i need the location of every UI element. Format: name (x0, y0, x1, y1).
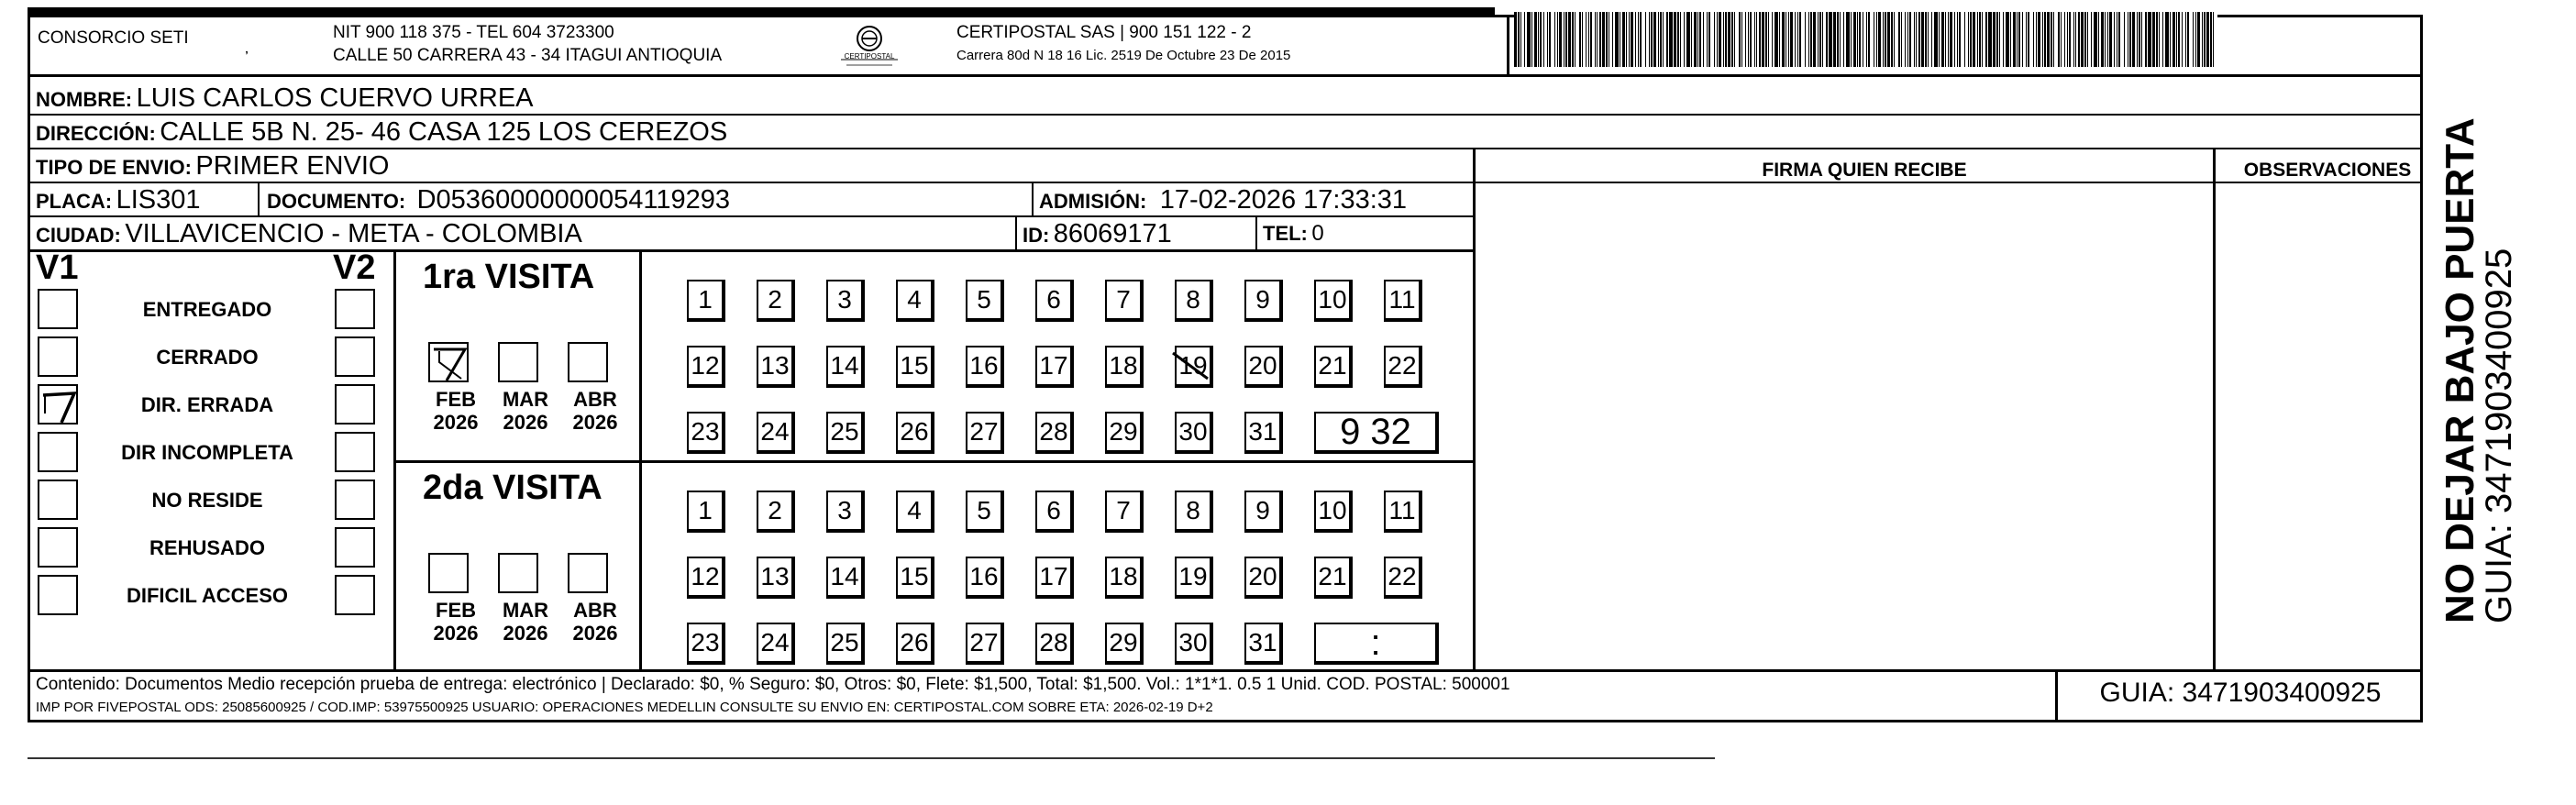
day-box-4[interactable]: 4 (896, 280, 934, 322)
placa-label: PLACA: (36, 190, 113, 213)
day-box-14[interactable]: 14 (826, 346, 865, 388)
guia-box: GUIA: 3471903400925 (2099, 678, 2382, 708)
month-name: MAR (502, 599, 549, 622)
month-checkbox-mar[interactable] (498, 342, 538, 382)
month-label (563, 388, 627, 434)
day-box-21[interactable]: 21 (1314, 557, 1353, 599)
documento-label: DOCUMENTO: (267, 190, 406, 213)
month-label (563, 599, 627, 645)
delivery-slip (28, 15, 2423, 722)
day-box-24[interactable]: 24 (757, 412, 795, 454)
status-option-label: REHUSADO (149, 536, 265, 559)
month-name: FEB (436, 388, 476, 411)
firma-label: FIRMA QUIEN RECIBE (1762, 160, 1967, 181)
checkmark-icon (430, 344, 470, 384)
tel-row (1263, 221, 1324, 247)
day-box-7[interactable]: 7 (1105, 280, 1144, 322)
rule (30, 114, 2420, 116)
day-box-7[interactable]: 7 (1105, 491, 1144, 533)
v1-checkbox[interactable] (38, 432, 78, 472)
day-box-20[interactable]: 20 (1244, 557, 1283, 599)
tipo-row (36, 151, 389, 182)
nit-line: NIT 900 118 375 - TEL 604 3723300 (333, 23, 614, 42)
day-box-18[interactable]: 18 (1105, 346, 1144, 388)
day-number: 19 (1178, 351, 1207, 380)
tel-label: TEL: (1263, 222, 1308, 245)
month-label (493, 388, 558, 434)
id-row (1023, 219, 1172, 249)
day-box-30[interactable]: 30 (1175, 412, 1213, 454)
rule (30, 215, 1475, 217)
day-box-20[interactable]: 20 (1244, 346, 1283, 388)
day-box-2[interactable]: 2 (757, 280, 795, 322)
day-box-27[interactable]: 27 (966, 623, 1004, 665)
company-info (956, 21, 1290, 67)
tipo-label: TIPO DE ENVIO: (36, 156, 192, 179)
observaciones-label: OBSERVACIONES (2243, 160, 2412, 181)
day-box-31[interactable]: 31 (1244, 412, 1283, 454)
day-box-17[interactable]: 17 (1035, 557, 1074, 599)
rule (30, 182, 2420, 183)
footer-rule (30, 669, 2420, 672)
day-box-23[interactable]: 23 (687, 623, 725, 665)
status-option-label: DIFICIL ACCESO (126, 584, 288, 607)
day-box-22[interactable]: 22 (1384, 346, 1422, 388)
month-label (424, 388, 488, 434)
nombre-label: NOMBRE: (36, 88, 133, 111)
day-box-14[interactable]: 14 (826, 557, 865, 599)
v2-checkbox[interactable] (335, 575, 375, 615)
placa-value: LIS301 (116, 185, 201, 215)
day-box-4[interactable]: 4 (896, 491, 934, 533)
imp-line: IMP POR FIVEPOSTAL ODS: 25085600925 / COD.IMP: 53975500925 USUARIO: OPERACIONES MEDELLIN CONSULTE SU ENVIO EN: CERTIPOSTAL.COM SOBRE ETA: 2026-02-19 D+2 (36, 700, 1213, 715)
day-box-26[interactable]: 26 (896, 412, 934, 454)
day-box-5[interactable]: 5 (966, 491, 1004, 533)
rule (258, 182, 260, 215)
rule (1032, 182, 1034, 215)
side-line-2: GUIA: 3471903400925 (2479, 248, 2519, 623)
sender-info (333, 21, 722, 67)
day-box-13[interactable]: 13 (757, 557, 795, 599)
day-box-1[interactable]: 1 (687, 280, 725, 322)
direccion-value: CALLE 5B N. 25- 46 CASA 125 LOS CEREZOS (160, 117, 728, 147)
status-option-label: DIR. ERRADA (140, 393, 274, 416)
ciudad-value: VILLAVICENCIO - META - COLOMBIA (125, 219, 582, 248)
day-box-16[interactable]: 16 (966, 346, 1004, 388)
visit-rule (393, 460, 1476, 463)
month-year: 2026 (433, 411, 479, 434)
admision-value: 17-02-2026 17:33:31 (1159, 185, 1408, 215)
id-label: ID: (1023, 224, 1050, 247)
direccion-label: DIRECCIÓN: (36, 122, 156, 145)
day-box-16[interactable]: 16 (966, 557, 1004, 599)
signature-area[interactable] (1476, 184, 2212, 670)
month-year: 2026 (572, 411, 618, 434)
contenido-line: Contenido: Documentos Medio recepción prueba de entrega: electrónico | Declarado: $0, % Seguro: $0, Otros: $0, Flete: $1,500, Total: $1,500. Vol.: 1*1*1. 0.5 1 Unid. COD. POSTAL: 500001 (36, 675, 1510, 694)
barcode (1514, 12, 2220, 67)
month-name: FEB (436, 599, 476, 622)
license-line: Carrera 80d N 18 16 Lic. 2519 De Octubre 23 De 2015 (956, 48, 1291, 63)
v2-checkbox[interactable] (335, 384, 375, 425)
day-box-15[interactable]: 15 (896, 346, 934, 388)
v1-checkbox[interactable] (38, 384, 78, 425)
documento-row (267, 185, 730, 215)
time-box[interactable]: : (1314, 623, 1439, 665)
day-box-30[interactable]: 30 (1175, 623, 1213, 665)
visit2-title: 2da VISITA (423, 469, 603, 507)
ciudad-label: CIUDAD: (36, 224, 121, 247)
day-box-5[interactable]: 5 (966, 280, 1004, 322)
day-box-17[interactable]: 17 (1035, 346, 1074, 388)
day-box-19[interactable] (1175, 346, 1213, 388)
admision-label: ADMISIÓN: (1039, 190, 1147, 213)
day-box-28[interactable]: 28 (1035, 623, 1074, 665)
day-box-8[interactable]: 8 (1175, 280, 1213, 322)
id-value: 86069171 (1053, 219, 1172, 248)
day-box-25[interactable]: 25 (826, 623, 865, 665)
nombre-value: LUIS CARLOS CUERVO URREA (136, 83, 534, 113)
rule (1255, 215, 1257, 249)
month-checkbox-feb[interactable] (428, 553, 469, 593)
side-line-1: NO DEJAR BAJO PUERTA (2438, 117, 2482, 623)
month-checkbox-mar[interactable] (498, 553, 538, 593)
v2-checkbox[interactable] (335, 480, 375, 520)
v1-label: V1 (36, 248, 79, 287)
month-name: ABR (573, 388, 617, 411)
admision-row (1039, 185, 1407, 215)
month-year: 2026 (503, 411, 548, 434)
day-box-27[interactable]: 27 (966, 412, 1004, 454)
header-divider (1507, 17, 1509, 74)
month-checkbox-abr[interactable] (568, 342, 608, 382)
certipostal-logo (837, 23, 901, 69)
day-box-10[interactable]: 10 (1314, 491, 1353, 533)
month-label (424, 599, 488, 645)
placa-row (36, 185, 200, 215)
status-option-label: CERRADO (156, 346, 259, 369)
v1-checkbox[interactable] (38, 527, 78, 568)
day-box-29[interactable]: 29 (1105, 412, 1144, 454)
side-notice (2438, 117, 2519, 623)
day-box-11[interactable]: 11 (1384, 280, 1422, 322)
sender-name: CONSORCIO SETI (38, 28, 189, 48)
day-box-11[interactable]: 11 (1384, 491, 1422, 533)
company-line: CERTIPOSTAL SAS | 900 151 122 - 2 (956, 23, 1252, 42)
month-year: 2026 (433, 622, 479, 645)
day-box-23[interactable]: 23 (687, 412, 725, 454)
day-box-21[interactable]: 21 (1314, 346, 1353, 388)
logo-text: CERTIPOSTAL (844, 52, 895, 61)
nombre-row (36, 83, 534, 114)
day-box-2[interactable]: 2 (757, 491, 795, 533)
day-box-12[interactable]: 12 (687, 346, 725, 388)
day-box-31[interactable]: 31 (1244, 623, 1283, 665)
day-box-26[interactable]: 26 (896, 623, 934, 665)
month-year: 2026 (503, 622, 548, 645)
day-box-12[interactable]: 12 (687, 557, 725, 599)
day-box-6[interactable]: 6 (1035, 280, 1074, 322)
time-box[interactable]: 9 32 (1314, 412, 1439, 454)
v1-checkbox[interactable] (38, 575, 78, 615)
rule (30, 249, 1475, 252)
month-name: MAR (502, 388, 549, 411)
v2-checkbox[interactable] (335, 527, 375, 568)
month-name: ABR (573, 599, 617, 622)
observations-area[interactable] (2217, 184, 2420, 670)
v2-checkbox[interactable] (335, 432, 375, 472)
v2-checkbox[interactable] (335, 289, 375, 329)
cross-mark-icon (1171, 346, 1211, 386)
cut-line (28, 757, 1715, 759)
header-rule (30, 74, 2420, 77)
day-box-1[interactable]: 1 (687, 491, 725, 533)
tipo-value: PRIMER ENVIO (195, 151, 390, 181)
day-box-9[interactable]: 9 (1244, 491, 1283, 533)
v1-checkbox[interactable] (38, 336, 78, 377)
day-box-24[interactable]: 24 (757, 623, 795, 665)
day-box-6[interactable]: 6 (1035, 491, 1074, 533)
visit1-title: 1ra VISITA (423, 258, 595, 296)
day-box-18[interactable]: 18 (1105, 557, 1144, 599)
day-box-8[interactable]: 8 (1175, 491, 1213, 533)
month-checkbox-feb[interactable] (428, 342, 469, 382)
day-box-28[interactable]: 28 (1035, 412, 1074, 454)
day-box-15[interactable]: 15 (896, 557, 934, 599)
rule (1015, 215, 1017, 249)
logo-icon (837, 23, 901, 69)
address-line: CALLE 50 CARRERA 43 - 34 ITAGUI ANTIOQUIA (333, 46, 723, 65)
day-box-3[interactable]: 3 (826, 280, 865, 322)
status-option-label: DIR INCOMPLETA (121, 441, 293, 464)
day-box-22[interactable]: 22 (1384, 557, 1422, 599)
status-option-label: NO RESIDE (151, 489, 263, 512)
v1-checkbox[interactable] (38, 289, 78, 329)
day-box-29[interactable]: 29 (1105, 623, 1144, 665)
month-checkbox-abr[interactable] (568, 553, 608, 593)
month-label (493, 599, 558, 645)
day-box-3[interactable]: 3 (826, 491, 865, 533)
status-option-label: ENTREGADO (142, 298, 272, 321)
day-box-9[interactable]: 9 (1244, 280, 1283, 322)
v1-checkbox[interactable] (38, 480, 78, 520)
tel-value: 0 (1311, 221, 1324, 246)
day-box-25[interactable]: 25 (826, 412, 865, 454)
day-box-19[interactable]: 19 (1175, 557, 1213, 599)
v2-checkbox[interactable] (335, 336, 375, 377)
firma-column-divider (1473, 148, 1476, 672)
day-box-10[interactable]: 10 (1314, 280, 1353, 322)
footer-divider (2055, 669, 2058, 720)
v2-label: V2 (333, 248, 376, 287)
documento-value: D05360000000054119293 (416, 185, 730, 215)
observaciones-column-divider (2213, 148, 2216, 672)
month-year: 2026 (572, 622, 618, 645)
rule (30, 148, 2420, 149)
direccion-row (36, 117, 727, 148)
ciudad-row (36, 219, 582, 249)
day-box-13[interactable]: 13 (757, 346, 795, 388)
